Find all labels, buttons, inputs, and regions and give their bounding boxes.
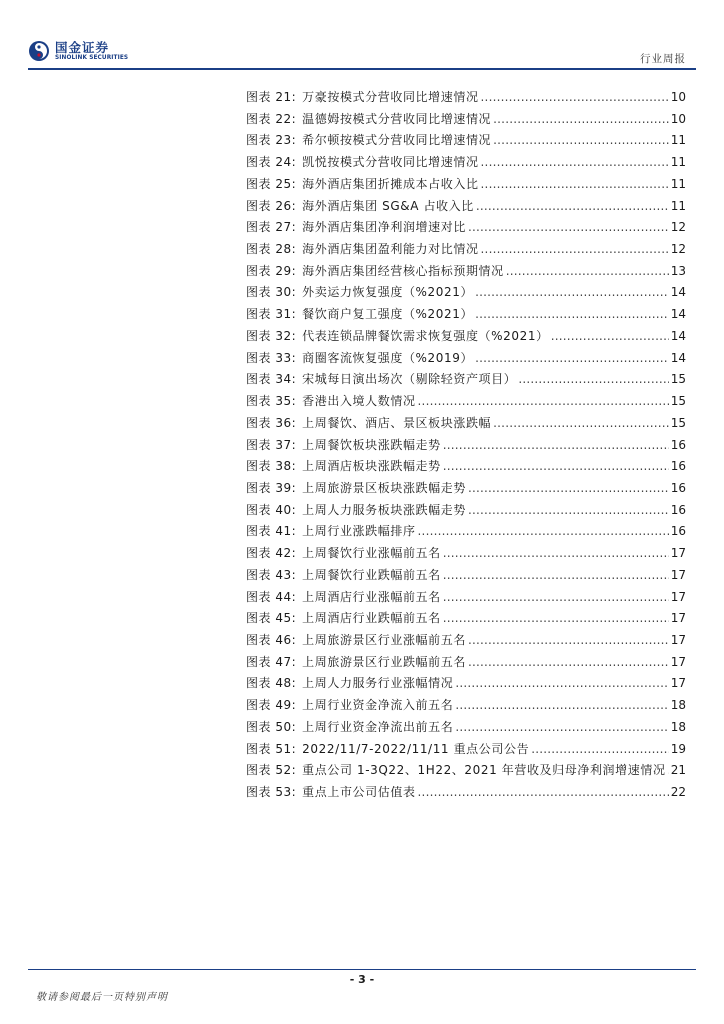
toc-dot-leader — [418, 521, 669, 543]
toc-entry-label: 图表 43: — [246, 567, 297, 582]
toc-entry-title: 凯悦按模式分营收同比增速情况 — [302, 155, 479, 170]
toc-entry[interactable] — [246, 760, 686, 782]
toc-dot-leader — [455, 717, 668, 739]
toc-entry-page: 15 — [670, 394, 686, 409]
toc-entry[interactable] — [246, 456, 686, 478]
toc-entry-label: 图表 33: — [246, 350, 297, 365]
toc-dot-leader — [443, 608, 669, 630]
toc-entry-title: 海外酒店集团盈利能力对比情况 — [302, 242, 479, 257]
toc-entry-title: 上周旅游景区行业跌幅前五名 — [302, 654, 466, 669]
toc-entry-title: 上周餐饮板块涨跌幅走势 — [302, 437, 441, 452]
toc-entry-page: 13 — [670, 263, 686, 278]
toc-entry[interactable] — [246, 261, 686, 283]
toc-entry-title: 上周人力服务板块涨跌幅走势 — [302, 502, 466, 517]
toc-dot-leader — [443, 456, 669, 478]
toc-entry-title: 上周餐饮行业涨幅前五名 — [302, 546, 441, 561]
toc-dot-leader — [518, 369, 668, 391]
toc-entry-page: 15 — [670, 415, 686, 430]
toc-dot-leader — [493, 130, 669, 152]
footer-divider — [28, 969, 696, 970]
toc-entry-label: 图表 37: — [246, 437, 297, 452]
toc-entry-label: 图表 52: — [246, 763, 297, 778]
toc-entry[interactable] — [246, 152, 686, 174]
toc-entry-label: 图表 21: — [246, 90, 297, 104]
toc-entry[interactable] — [246, 282, 686, 304]
toc-dot-leader — [468, 652, 669, 674]
toc-entry[interactable] — [246, 109, 686, 131]
toc-entry-label: 图表 31: — [246, 307, 297, 322]
toc-entry[interactable] — [246, 500, 686, 522]
toc-entry-page: 16 — [670, 459, 686, 474]
toc-dot-leader — [418, 782, 669, 804]
toc-dot-leader — [443, 543, 669, 565]
toc-entry-page: 10 — [670, 90, 686, 104]
toc-dot-leader — [443, 435, 669, 457]
toc-entry-page: 15 — [670, 372, 686, 387]
toc-entry-page: 16 — [670, 437, 686, 452]
toc-entry-title: 上周行业涨跌幅排序 — [302, 524, 416, 539]
toc-dot-leader — [493, 109, 669, 131]
toc-entry-label: 图表 35: — [246, 394, 297, 409]
toc-entry-label: 图表 27: — [246, 220, 297, 235]
toc-entry[interactable] — [246, 239, 686, 261]
toc-entry-title: 重点公司 1-3Q22、1H22、2021 年营收及归母净利润增速情况 — [302, 763, 666, 778]
toc-entry-title: 上周人力服务行业涨幅情况 — [302, 676, 454, 691]
toc-entry-title: 香港出入境人数情况 — [302, 394, 416, 409]
toc-entry[interactable] — [246, 196, 686, 218]
toc-dot-leader — [418, 391, 669, 413]
toc-entry-page: 12 — [670, 242, 686, 257]
toc-entry-page: 16 — [670, 524, 686, 539]
toc-entry[interactable] — [246, 608, 686, 630]
toc-entry-title: 上周行业资金净流入前五名 — [302, 698, 454, 713]
toc-entry-label: 图表 44: — [246, 589, 297, 604]
toc-entry-label: 图表 50: — [246, 719, 297, 734]
toc-entry-title: 海外酒店集团折摊成本占收入比 — [302, 176, 479, 191]
toc-entry-page: 14 — [670, 328, 686, 343]
sinolink-logo-icon — [28, 40, 50, 62]
toc-entry-title: 万豪按模式分营收同比增速情况 — [302, 90, 479, 104]
toc-entry-title: 重点上市公司估值表 — [302, 785, 416, 799]
toc-dot-leader — [468, 500, 669, 522]
toc-entry-page: 11 — [670, 198, 686, 213]
toc-entry-page: 11 — [670, 133, 686, 148]
toc-entry[interactable] — [246, 326, 686, 348]
toc-dot-leader — [476, 196, 669, 218]
toc-entry-page: 17 — [670, 676, 686, 691]
toc-entry[interactable] — [246, 543, 686, 565]
toc-entry-page: 18 — [670, 698, 686, 713]
toc-entry-page: 14 — [670, 350, 686, 365]
toc-entry-label: 图表 36: — [246, 415, 297, 430]
toc-dot-leader — [475, 348, 669, 370]
toc-entry-title: 商圈客流恢复强度（%2019） — [302, 350, 474, 365]
toc-entry-label: 图表 30: — [246, 285, 297, 300]
toc-dot-leader — [668, 760, 669, 782]
toc-entry-title: 上周酒店板块涨跌幅走势 — [302, 459, 441, 474]
toc-entry[interactable] — [246, 521, 686, 543]
toc-entry[interactable] — [246, 304, 686, 326]
toc-dot-leader — [531, 739, 669, 761]
toc-entry[interactable] — [246, 739, 686, 761]
toc-entry[interactable] — [246, 782, 686, 804]
toc-entry-title: 上周行业资金净流出前五名 — [302, 719, 454, 734]
toc-entry-label: 图表 46: — [246, 632, 297, 647]
toc-dot-leader — [481, 239, 669, 261]
toc-entry[interactable] — [246, 413, 686, 435]
toc-dot-leader — [443, 587, 669, 609]
toc-dot-leader — [481, 87, 669, 109]
toc-entry-page: 16 — [670, 502, 686, 517]
toc-entry-page: 17 — [670, 567, 686, 582]
toc-dot-leader — [455, 673, 668, 695]
toc-entry-label: 图表 39: — [246, 480, 297, 495]
toc-dot-leader — [468, 217, 669, 239]
header-divider — [28, 68, 696, 70]
toc-entry[interactable] — [246, 478, 686, 500]
toc-entry[interactable] — [246, 348, 686, 370]
toc-entry-page: 17 — [670, 611, 686, 626]
toc-entry-page: 17 — [670, 632, 686, 647]
toc-entry-title: 上周餐饮、酒店、景区板块涨跌幅 — [302, 415, 492, 430]
toc-entry-title: 上周餐饮行业跌幅前五名 — [302, 567, 441, 582]
toc-entry-title: 上周酒店行业跌幅前五名 — [302, 611, 441, 626]
toc-entry[interactable] — [246, 391, 686, 413]
toc-entry-title: 海外酒店集团经营核心指标预期情况 — [302, 263, 504, 278]
toc-dot-leader — [493, 413, 669, 435]
toc-entry[interactable] — [246, 87, 686, 109]
toc-entry[interactable] — [246, 174, 686, 196]
page-number: - 3 - — [349, 973, 375, 986]
toc-entry-label: 图表 29: — [246, 263, 297, 278]
toc-entry[interactable] — [246, 652, 686, 674]
toc-entry[interactable] — [246, 587, 686, 609]
toc-dot-leader — [551, 326, 669, 348]
toc-entry-label: 图表 40: — [246, 502, 297, 517]
toc-entry-title: 温德姆按模式分营收同比增速情况 — [302, 111, 492, 126]
toc-entry-label: 图表 51: — [246, 741, 297, 756]
toc-entry-page: 17 — [670, 546, 686, 561]
toc-dot-leader — [506, 261, 669, 283]
toc-entry-title: 2022/11/7-2022/11/11 重点公司公告 — [302, 741, 530, 756]
toc-entry-label: 图表 38: — [246, 459, 297, 474]
toc-entry-label: 图表 49: — [246, 698, 297, 713]
toc-entry-page: 17 — [670, 589, 686, 604]
toc-dot-leader — [475, 282, 669, 304]
toc-entry-label: 图表 42: — [246, 546, 297, 561]
toc-entry-page: 18 — [670, 719, 686, 734]
toc-dot-leader — [455, 695, 668, 717]
toc-entry-page: 21 — [670, 763, 686, 778]
toc-dot-leader — [475, 304, 669, 326]
toc-entry-title: 上周旅游景区板块涨跌幅走势 — [302, 480, 466, 495]
toc-entry-page: 10 — [670, 111, 686, 126]
toc-entry-title: 上周酒店行业涨幅前五名 — [302, 589, 441, 604]
toc-entry-title: 宋城每日演出场次（剔除轻资产项目） — [302, 372, 517, 387]
toc-entry[interactable] — [246, 565, 686, 587]
toc-entry[interactable] — [246, 435, 686, 457]
toc-entry-label: 图表 23: — [246, 133, 297, 148]
figure-table-of-contents — [246, 87, 686, 804]
toc-dot-leader — [468, 630, 669, 652]
toc-entry-title: 外卖运力恢复强度（%2021） — [302, 285, 474, 300]
toc-entry-label: 图表 45: — [246, 611, 297, 626]
toc-entry-label: 图表 22: — [246, 111, 297, 126]
toc-entry-page: 11 — [670, 176, 686, 191]
toc-entry[interactable] — [246, 630, 686, 652]
toc-dot-leader — [481, 152, 669, 174]
page-header — [0, 0, 724, 70]
toc-entry-page: 14 — [670, 307, 686, 322]
company-logo — [28, 40, 128, 62]
toc-dot-leader — [481, 174, 669, 196]
toc-entry-label: 图表 26: — [246, 198, 297, 213]
toc-entry[interactable] — [246, 130, 686, 152]
toc-entry-label: 图表 32: — [246, 328, 297, 343]
toc-entry-page: 16 — [670, 480, 686, 495]
toc-entry-page: 19 — [670, 741, 686, 756]
toc-entry-title: 海外酒店集团净利润增速对比 — [302, 220, 466, 235]
toc-entry[interactable] — [246, 217, 686, 239]
toc-entry-title: 上周旅游景区行业涨幅前五名 — [302, 632, 466, 647]
toc-dot-leader — [468, 478, 669, 500]
toc-entry-label: 图表 48: — [246, 676, 297, 691]
toc-entry-label: 图表 28: — [246, 242, 297, 257]
logo-english-name: SINOLINK SECURITIES — [55, 54, 129, 61]
toc-entry-title: 代表连锁品牌餐饮需求恢复强度（%2021） — [302, 328, 549, 343]
toc-entry[interactable] — [246, 369, 686, 391]
disclaimer-note: 敬请参阅最后一页特别声明 — [36, 992, 168, 1003]
toc-entry-label: 图表 47: — [246, 654, 297, 669]
toc-entry-page: 11 — [670, 155, 686, 170]
toc-entry-label: 图表 25: — [246, 176, 297, 191]
toc-entry-page: 22 — [670, 785, 686, 799]
toc-entry-page: 12 — [670, 220, 686, 235]
toc-entry[interactable] — [246, 673, 686, 695]
toc-entry-label: 图表 53: — [246, 785, 297, 799]
toc-entry[interactable] — [246, 695, 686, 717]
toc-entry-title: 海外酒店集团 SG&A 占收入比 — [302, 198, 474, 213]
logo-chinese-name: 国金证券 — [55, 39, 110, 55]
toc-dot-leader — [443, 565, 669, 587]
report-type: 行业周报 — [640, 53, 686, 65]
toc-entry-title: 餐饮商户复工强度（%2021） — [302, 307, 474, 322]
toc-entry-label: 图表 34: — [246, 372, 297, 387]
toc-entry-label: 图表 41: — [246, 524, 297, 539]
toc-entry-page: 14 — [670, 285, 686, 300]
toc-entry-label: 图表 24: — [246, 155, 297, 170]
toc-entry-page: 17 — [670, 654, 686, 669]
toc-entry[interactable] — [246, 717, 686, 739]
toc-entry-title: 希尔顿按模式分营收同比增速情况 — [302, 133, 492, 148]
